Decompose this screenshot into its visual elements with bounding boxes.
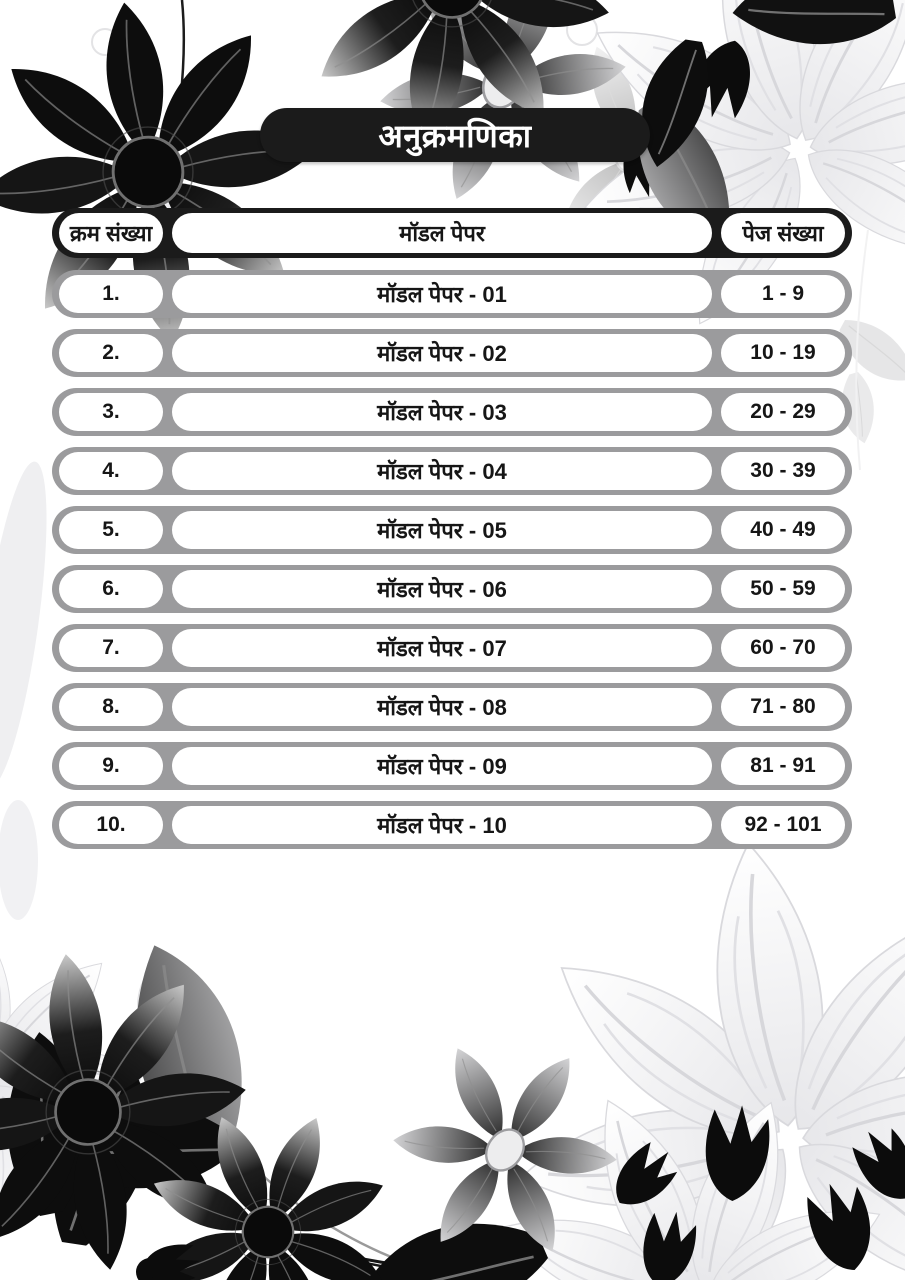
row-serial-number: 9.	[59, 747, 163, 785]
row-serial-number: 8.	[59, 688, 163, 726]
table-row	[52, 683, 852, 731]
table-rows	[52, 270, 852, 849]
row-paper-title: मॉडल पेपर - 04	[172, 452, 712, 490]
row-page-range: 50 - 59	[721, 570, 845, 608]
header-page-number: पेज संख्या	[721, 213, 845, 253]
row-serial-number: 1.	[59, 275, 163, 313]
row-page-range: 10 - 19	[721, 334, 845, 372]
table-row	[52, 742, 852, 790]
page-title-banner	[260, 108, 650, 162]
table-header-row	[52, 208, 852, 258]
table-row	[52, 624, 852, 672]
row-serial-number: 10.	[59, 806, 163, 844]
table-row	[52, 801, 852, 849]
row-page-range: 30 - 39	[721, 452, 845, 490]
table-row	[52, 506, 852, 554]
table-row	[52, 329, 852, 377]
row-paper-title: मॉडल पेपर - 02	[172, 334, 712, 372]
page-title: अनुक्रमणिका	[378, 117, 532, 154]
row-paper-title: मॉडल पेपर - 01	[172, 275, 712, 313]
row-serial-number: 7.	[59, 629, 163, 667]
table-row	[52, 270, 852, 318]
header-model-paper: मॉडल पेपर	[172, 213, 712, 253]
row-paper-title: मॉडल पेपर - 08	[172, 688, 712, 726]
row-paper-title: मॉडल पेपर - 10	[172, 806, 712, 844]
row-serial-number: 5.	[59, 511, 163, 549]
row-page-range: 92 - 101	[721, 806, 845, 844]
toc-table	[52, 208, 852, 860]
table-row	[52, 447, 852, 495]
row-page-range: 1 - 9	[721, 275, 845, 313]
row-serial-number: 2.	[59, 334, 163, 372]
row-page-range: 71 - 80	[721, 688, 845, 726]
row-paper-title: मॉडल पेपर - 07	[172, 629, 712, 667]
row-serial-number: 3.	[59, 393, 163, 431]
table-row	[52, 565, 852, 613]
header-serial-number: क्रम संख्या	[59, 213, 163, 253]
row-serial-number: 4.	[59, 452, 163, 490]
row-page-range: 60 - 70	[721, 629, 845, 667]
row-page-range: 40 - 49	[721, 511, 845, 549]
row-paper-title: मॉडल पेपर - 03	[172, 393, 712, 431]
row-page-range: 81 - 91	[721, 747, 845, 785]
table-row	[52, 388, 852, 436]
row-serial-number: 6.	[59, 570, 163, 608]
row-paper-title: मॉडल पेपर - 05	[172, 511, 712, 549]
row-paper-title: मॉडल पेपर - 06	[172, 570, 712, 608]
row-page-range: 20 - 29	[721, 393, 845, 431]
row-paper-title: मॉडल पेपर - 09	[172, 747, 712, 785]
